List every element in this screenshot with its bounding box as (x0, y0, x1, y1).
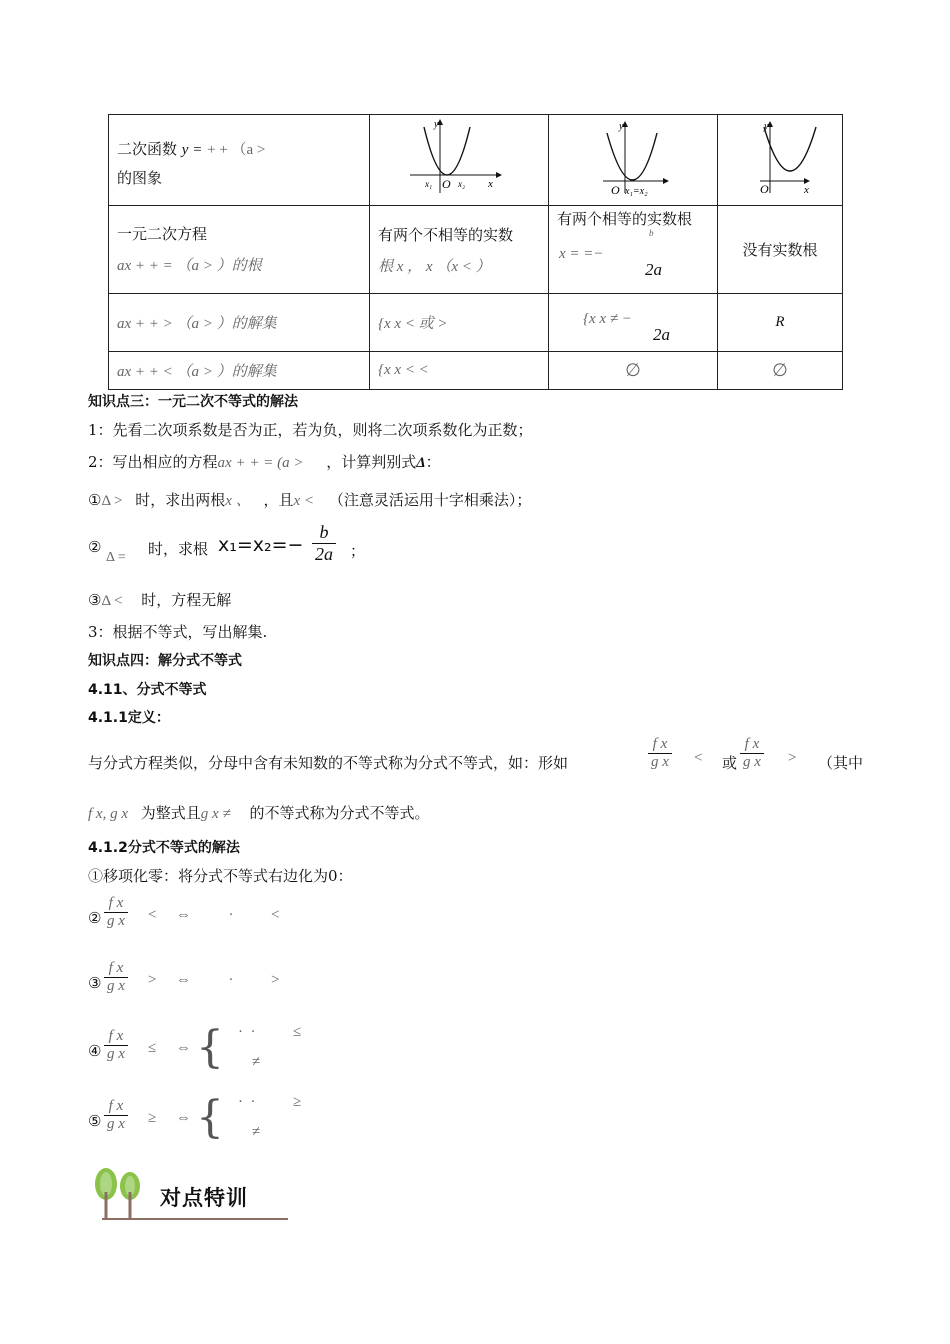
cell-gt-two-roots: {x x < 或 > (370, 294, 549, 352)
frac-denominator: g x (107, 978, 125, 994)
cell-two-roots (370, 206, 549, 294)
rule2-cmp: < (148, 907, 157, 923)
origin-label: O (760, 182, 769, 196)
rule2-fraction (104, 895, 128, 930)
step2-expr: ax + + = (a > (217, 455, 304, 471)
rule3-cmp: > (148, 972, 157, 988)
label-expr-rest: + + （a > (207, 142, 266, 158)
frac-numerator: f x (104, 1098, 128, 1116)
case2-text: 时，求根 (148, 540, 209, 558)
case1-note: （注意灵活运用十字相乘法）； (328, 491, 532, 509)
graph-two-roots (370, 115, 549, 206)
case1-text: 时，求出两根 (135, 491, 226, 509)
step2-text: 2：写出相应的方程 (88, 453, 218, 471)
rule5-bottom: ≠ (252, 1124, 261, 1140)
rule4-line (88, 1024, 388, 1080)
rule3-fraction (104, 960, 128, 995)
rule2-line (88, 895, 388, 943)
case2-formula: x₁=x₂=− (218, 534, 304, 556)
practice-banner (90, 1162, 290, 1222)
cell-text: 有两个相等的实数根 (557, 210, 693, 228)
definition-line (88, 734, 878, 786)
step2-line (88, 451, 441, 472)
greater-than: > (788, 750, 797, 766)
root2-label: x₂ (458, 179, 466, 189)
g-x-nonzero: g x ≠ (200, 806, 231, 822)
parabola-no-root-graph (718, 115, 842, 201)
frac-numerator: f x (104, 895, 128, 913)
origin-label: O (611, 183, 620, 197)
cell-gt-no-root: R (718, 294, 843, 352)
frac-numerator: f x (104, 960, 128, 978)
tree-icon (90, 1162, 150, 1220)
cell-double-root (549, 206, 718, 294)
axis-y-label: y (619, 121, 624, 132)
rule5-line (88, 1094, 388, 1150)
frac-denominator: 2a (315, 544, 333, 564)
rule5-iff: ⇔ (176, 1110, 191, 1126)
row-lt-label: ax + + < （a > ）的解集 (109, 352, 370, 390)
cell-expr: x = =− (559, 246, 604, 262)
frac-numerator: b (649, 228, 654, 238)
left-brace-icon: { (196, 1022, 224, 1073)
step1-text: 1：先看二次项系数是否为正，若为负，则将二次项系数化为正数； (88, 421, 533, 439)
frac-numerator: b (312, 522, 336, 544)
rule4-top: · · ≤ (238, 1024, 302, 1040)
definition-text: 与分式方程类似，分母中含有未知数的不等式称为分式不等式，如：形如 (88, 754, 569, 772)
cell-text: 有两个不相等的实数 (378, 225, 514, 244)
rule5-fraction (104, 1098, 128, 1133)
fraction-f-over-g (648, 736, 672, 771)
rule2-marker: ② (88, 909, 102, 927)
frac-numerator: f x (104, 1028, 128, 1046)
case3-expr: Δ < (101, 593, 123, 609)
banner-title: 对点特训 (160, 1186, 248, 1210)
rule1-text: ①移项化零：将分式不等式右边化为0： (88, 867, 353, 885)
cell-gt-double-root (549, 294, 718, 352)
rule3-line (88, 960, 388, 1008)
axis-x-label: x (488, 178, 493, 190)
case1-roots: x 、 (225, 493, 251, 509)
section3-title: 知识点三：一元二次不等式的解法 (88, 394, 298, 410)
frac-denominator: g x (107, 913, 125, 929)
paren-text: （其中 (818, 754, 864, 772)
rule4-marker: ④ (88, 1042, 102, 1060)
frac-denominator: 2a (653, 324, 670, 344)
rule5-top: · · ≥ (238, 1094, 302, 1110)
case2-end: ； (350, 542, 366, 560)
frac-denominator: g x (743, 754, 761, 770)
cell-expr: {x x ≠ − (583, 310, 632, 327)
label-text-2: 的图象 (117, 169, 163, 187)
case3-line (88, 589, 231, 610)
cell-no-root: 没有实数根 (718, 206, 843, 294)
rule4-iff: ⇔ (176, 1040, 191, 1056)
cell-lt-double-root: ∅ (549, 352, 718, 390)
parabola-double-root-graph (549, 115, 717, 201)
rule4-bottom: ≠ (252, 1054, 261, 1070)
definition-mid-text: 为整式且 (140, 804, 201, 822)
section4-title: 知识点四：解分式不等式 (88, 653, 242, 669)
case1-and: ，且 (263, 491, 294, 509)
rule3-rhs: ⇔ · > (176, 972, 280, 988)
less-than: < (694, 750, 703, 766)
axis-y-label: y (434, 119, 439, 130)
axis-y-label: y (764, 121, 769, 132)
cell-lt-no-root: ∅ (718, 352, 843, 390)
subsection-4-1-2: 4.1.2分式不等式的解法 (88, 840, 240, 856)
rule3-marker: ③ (88, 974, 102, 992)
definition-line-2 (88, 802, 429, 823)
row-gt-label: ax + + > （a > ）的解集 (109, 294, 370, 352)
frac-denominator: g x (107, 1046, 125, 1062)
f-x: f x (88, 806, 103, 822)
label-expr: y = (181, 142, 203, 158)
frac-numerator: f x (740, 736, 764, 754)
origin-label: O (442, 177, 451, 191)
graph-no-root (718, 115, 843, 206)
rule2-rhs: ⇔ · < (176, 907, 280, 923)
double-root-label: x₁=x₂ (625, 186, 648, 197)
quadratic-table (108, 114, 843, 390)
frac-denominator: 2a (645, 260, 662, 279)
rule5-cmp: ≥ (148, 1110, 157, 1126)
case3-marker: ③ (88, 591, 102, 609)
row-graph-label (109, 115, 370, 206)
label-text: 一元二次方程 (117, 224, 208, 243)
frac-denominator: g x (651, 754, 669, 770)
rule4-cmp: ≤ (148, 1040, 157, 1056)
case2-fraction (312, 522, 336, 565)
graph-double-root (549, 115, 718, 206)
case2-marker: ② (88, 538, 102, 556)
g-x: , g x (102, 806, 128, 822)
step2-colon: ： (425, 453, 441, 471)
case3-text: 时，方程无解 (141, 591, 232, 609)
row-root-label (109, 206, 370, 294)
case1-expr: Δ > (101, 493, 123, 509)
step2-text-2: ，计算判别式 (326, 453, 417, 471)
cell-expr: 根 x ， x （x < ） (378, 258, 491, 275)
axis-x-label: x (804, 184, 809, 196)
rule4-fraction (104, 1028, 128, 1063)
frac-numerator: f x (648, 736, 672, 754)
fraction-f-over-g-2 (740, 736, 764, 771)
cell-lt-two-roots: {x x < < (370, 352, 549, 390)
delta-symbol: Δ (416, 455, 426, 471)
definition-end-text: 的不等式称为分式不等式。 (249, 804, 430, 822)
case1-marker: ① (88, 491, 102, 509)
banner-underline (102, 1218, 288, 1220)
subsection-4-1: 4.11、分式不等式 (88, 682, 207, 698)
case1-line (88, 489, 531, 510)
label-expr: ax + + = （a > ）的根 (117, 257, 262, 274)
subsection-4-1-1: 4.1.1定义： (88, 710, 170, 726)
frac-denominator: g x (107, 1116, 125, 1132)
or-text: 或 (722, 754, 738, 772)
step3-text: 3：根据不等式，写出解集. (88, 623, 268, 641)
left-brace-icon: { (196, 1092, 224, 1143)
rule5-marker: ⑤ (88, 1112, 102, 1130)
root1-label: x₁ (425, 179, 433, 189)
parabola-two-roots-graph (370, 115, 548, 201)
case1-cmp: x < (293, 493, 315, 509)
case2-expr: Δ = (106, 550, 126, 565)
label-text: 二次函数 (117, 140, 178, 158)
